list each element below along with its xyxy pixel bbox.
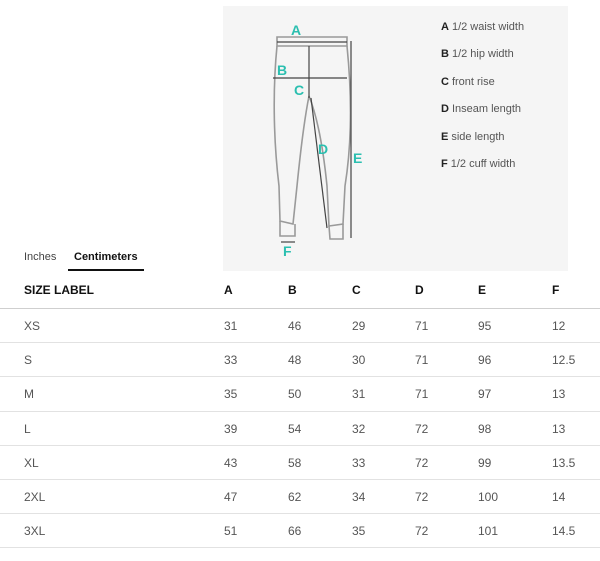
cell-c: 33 (352, 455, 366, 470)
header-f: F (552, 283, 560, 297)
measurement-legend (441, 20, 566, 184)
cell-a: 33 (224, 353, 238, 368)
legend-item-a: A 1/2 waist width (441, 21, 525, 33)
label-d: D (318, 141, 329, 157)
cell-b: 48 (288, 353, 302, 368)
cell-b: 46 (288, 319, 302, 333)
cell-c: 31 (352, 387, 366, 402)
cell-size: M (24, 387, 34, 402)
table-row (0, 377, 600, 411)
cell-size: XS (24, 319, 41, 333)
cell-c: 35 (352, 524, 366, 539)
label-e: E (353, 150, 363, 166)
cell-d: 72 (415, 524, 429, 539)
header-e: E (478, 283, 487, 297)
size-table (0, 272, 600, 548)
cell-d: 71 (415, 353, 429, 368)
legend-item-b: B 1/2 hip width (441, 48, 514, 61)
tab-inches[interactable]: Inches (24, 251, 57, 263)
cell-a: 31 (224, 319, 238, 333)
cell-b: 54 (288, 421, 302, 436)
cell-e: 97 (478, 387, 492, 402)
cell-a: 47 (224, 489, 238, 504)
cell-a: 35 (224, 387, 238, 402)
cell-f: 13.5 (552, 455, 576, 470)
cell-a: 43 (224, 455, 238, 470)
cell-f: 14.5 (552, 524, 576, 539)
cell-b: 66 (288, 524, 302, 539)
legend-item-e: E side length (441, 130, 505, 143)
table-header (0, 272, 600, 309)
cell-size: 3XL (24, 524, 46, 539)
cell-a: 51 (224, 524, 238, 539)
cell-e: 101 (478, 524, 499, 539)
cell-f: 13 (552, 421, 566, 436)
cell-c: 30 (352, 353, 366, 368)
cell-d: 72 (415, 455, 429, 470)
table-row (0, 514, 600, 548)
cell-b: 50 (288, 387, 302, 402)
measurement-diagram-panel (223, 6, 568, 271)
cell-d: 71 (415, 319, 429, 333)
table-row (0, 412, 600, 446)
cell-f: 12.5 (552, 353, 576, 368)
label-c: C (294, 82, 305, 98)
legend-item-d: D Inseam length (441, 103, 522, 116)
cell-e: 96 (478, 353, 492, 368)
cell-f: 14 (552, 489, 566, 504)
cell-c: 32 (352, 421, 366, 436)
label-f: F (283, 243, 292, 259)
unit-tabs (0, 245, 223, 271)
cell-d: 71 (415, 387, 429, 402)
table-row (0, 446, 600, 480)
cell-b: 58 (288, 455, 302, 470)
cell-size: 2XL (24, 489, 46, 504)
cell-d: 72 (415, 421, 429, 436)
tab-centimeters[interactable]: Centimeters (68, 245, 144, 271)
header-c: C (352, 283, 361, 297)
cell-c: 29 (352, 319, 366, 333)
cell-e: 95 (478, 319, 492, 333)
cell-b: 62 (288, 489, 302, 504)
table-row (0, 480, 600, 514)
header-b: B (288, 283, 297, 297)
cell-c: 34 (352, 489, 366, 504)
cell-size: XL (24, 455, 39, 470)
header-d: D (415, 283, 424, 297)
cell-a: 39 (224, 421, 238, 436)
cell-f: 12 (552, 319, 566, 333)
cell-e: 98 (478, 421, 492, 436)
label-a: A (291, 22, 302, 38)
table-row (0, 343, 600, 377)
cell-size: S (24, 353, 33, 368)
cell-size: L (24, 421, 31, 436)
header-a: A (224, 283, 233, 297)
legend-item-f: F 1/2 cuff width (441, 157, 516, 170)
label-b: B (277, 62, 288, 78)
table-row (0, 309, 600, 343)
cell-d: 72 (415, 489, 429, 504)
cell-e: 99 (478, 455, 492, 470)
legend-item-c: C front rise (441, 75, 495, 88)
cell-f: 13 (552, 387, 566, 402)
header-size-label: SIZE LABEL (24, 283, 95, 297)
cell-e: 100 (478, 489, 499, 504)
